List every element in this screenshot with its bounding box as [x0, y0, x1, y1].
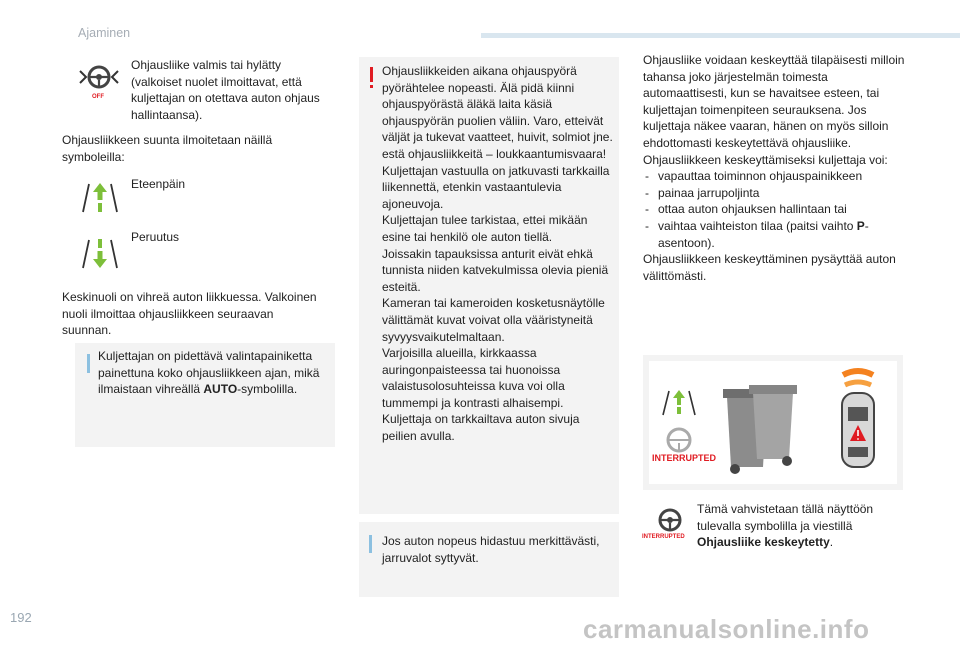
interrupt-description: [643, 52, 908, 284]
interrupted-label: INTERRUPTED: [652, 453, 717, 463]
info-box-auto-text: Kuljettajan on pidettävä valintapainiketta painettuna koko ohjausliikkeen ajan, mikä ilmaistaan vihreällä AUTO-symbolilla.: [98, 349, 320, 397]
warning-text: Ohjausliikkeiden aikana ohjauspyörä pyörähtelee nopeasti. Älä pidä kiinni ohjauspyörästä äläkä laita käsiä ohjauspyörän puolien väliin. Varo, etteivät väljät ja tukevat vaatteet, huivit, solmiot jne. estä ohjausliikkeitä – loukkaantumisvaara! Kuljettajan vastuulla on jatkuvasti tarkkailla liikennettä, etenkin vastaantulevia ajoneuvoja. Kuljettajan tulee tarkistaa, ettei mikään esine tai henkilö ole auton tiellä. Joissakin tapauksissa anturit eivät ehkä tunnista niiden katvekulmissa olevia pieniä esteitä. Kameran tai kameroiden kosketusnäytölle välittämät kuvat voivat olla vääristyneitä syvyysvaikutelmaltaan. Varjoisilla alueilla, kirkkaassa auringonpaisteessa tai huonoissa valaistusolosuhteissa kuva voi olla tummempi ja kontrasti alhaisempi. Kuljettaja on tarkkailtava auton sivuja peilien avulla.: [382, 64, 613, 444]
list-item: - ottaa auton ohjauksen hallintaan tai: [643, 201, 908, 218]
forward-label: Eteenpäin: [131, 177, 186, 191]
warning-dot: [370, 85, 373, 88]
list-item: - vaihtaa vaihteiston tilaa (paitsi vaihto P-asentoon).: [643, 218, 908, 251]
watermark: carmanualsonline.info: [583, 614, 870, 644]
section-header: Ajaminen: [78, 26, 131, 40]
confirmation-text: Tämä vahvistetaan tällä näyttöön tulevalla symbolilla ja viestillä Ohjausliike keskeytetty.: [697, 502, 874, 550]
interrupted-icon-label: INTERRUPTED: [642, 534, 685, 540]
list-item: - vapauttaa toiminnon ohjauspainikkeen: [643, 168, 908, 185]
interrupt-result: Ohjausliikkeen keskeyttäminen pysäyttää auton välittömästi.: [643, 252, 896, 283]
reverse-label: Peruutus: [131, 230, 180, 244]
page-number: 192: [10, 610, 32, 625]
interrupt-list: [643, 168, 908, 251]
info-marker: [369, 535, 372, 553]
interrupt-intro: Ohjausliike voidaan keskeyttää tilapäisesti milloin tahansa joko järjestelmän toimesta automaattisesti, kun se havaitsee esteen, tai kuljettajan toimenpiteen seurauksena. Jos kuljettaja näkee vaaran, hänen on myös silloin ehdottomasti keskeytettävä ohjausliike. Ohjausliikkeen keskeyttämiseksi kuljettaja voi:: [643, 53, 905, 167]
header-rule: [481, 33, 960, 38]
reverse-arrow-icon: [80, 236, 120, 270]
forward-arrow-icon: [80, 180, 120, 214]
interrupted-illustration: [643, 355, 903, 490]
info-marker: [87, 354, 90, 373]
off-label: OFF: [92, 94, 104, 100]
direction-intro: Ohjausliikkeen suunta ilmoitetaan näillä symboleilla:: [62, 133, 273, 164]
warning-marker: [370, 67, 373, 82]
info-brake-text: Jos auton nopeus hidastuu merkittävästi, jarruvalot syttyvät.: [382, 534, 600, 565]
icon-status-text: Ohjausliike valmis tai hylätty (valkoiset nuolet ilmoittavat, että kuljettajan on otettava auton ohjaus hallintaansa).: [131, 58, 320, 122]
list-item: - painaa jarrupoljinta: [643, 185, 908, 202]
arrow-explanation: Keskinuoli on vihreä auton liikkuessa. Valkoinen nuoli ilmoittaa ohjausliikkeen seuraavan suunnan.: [62, 290, 317, 338]
